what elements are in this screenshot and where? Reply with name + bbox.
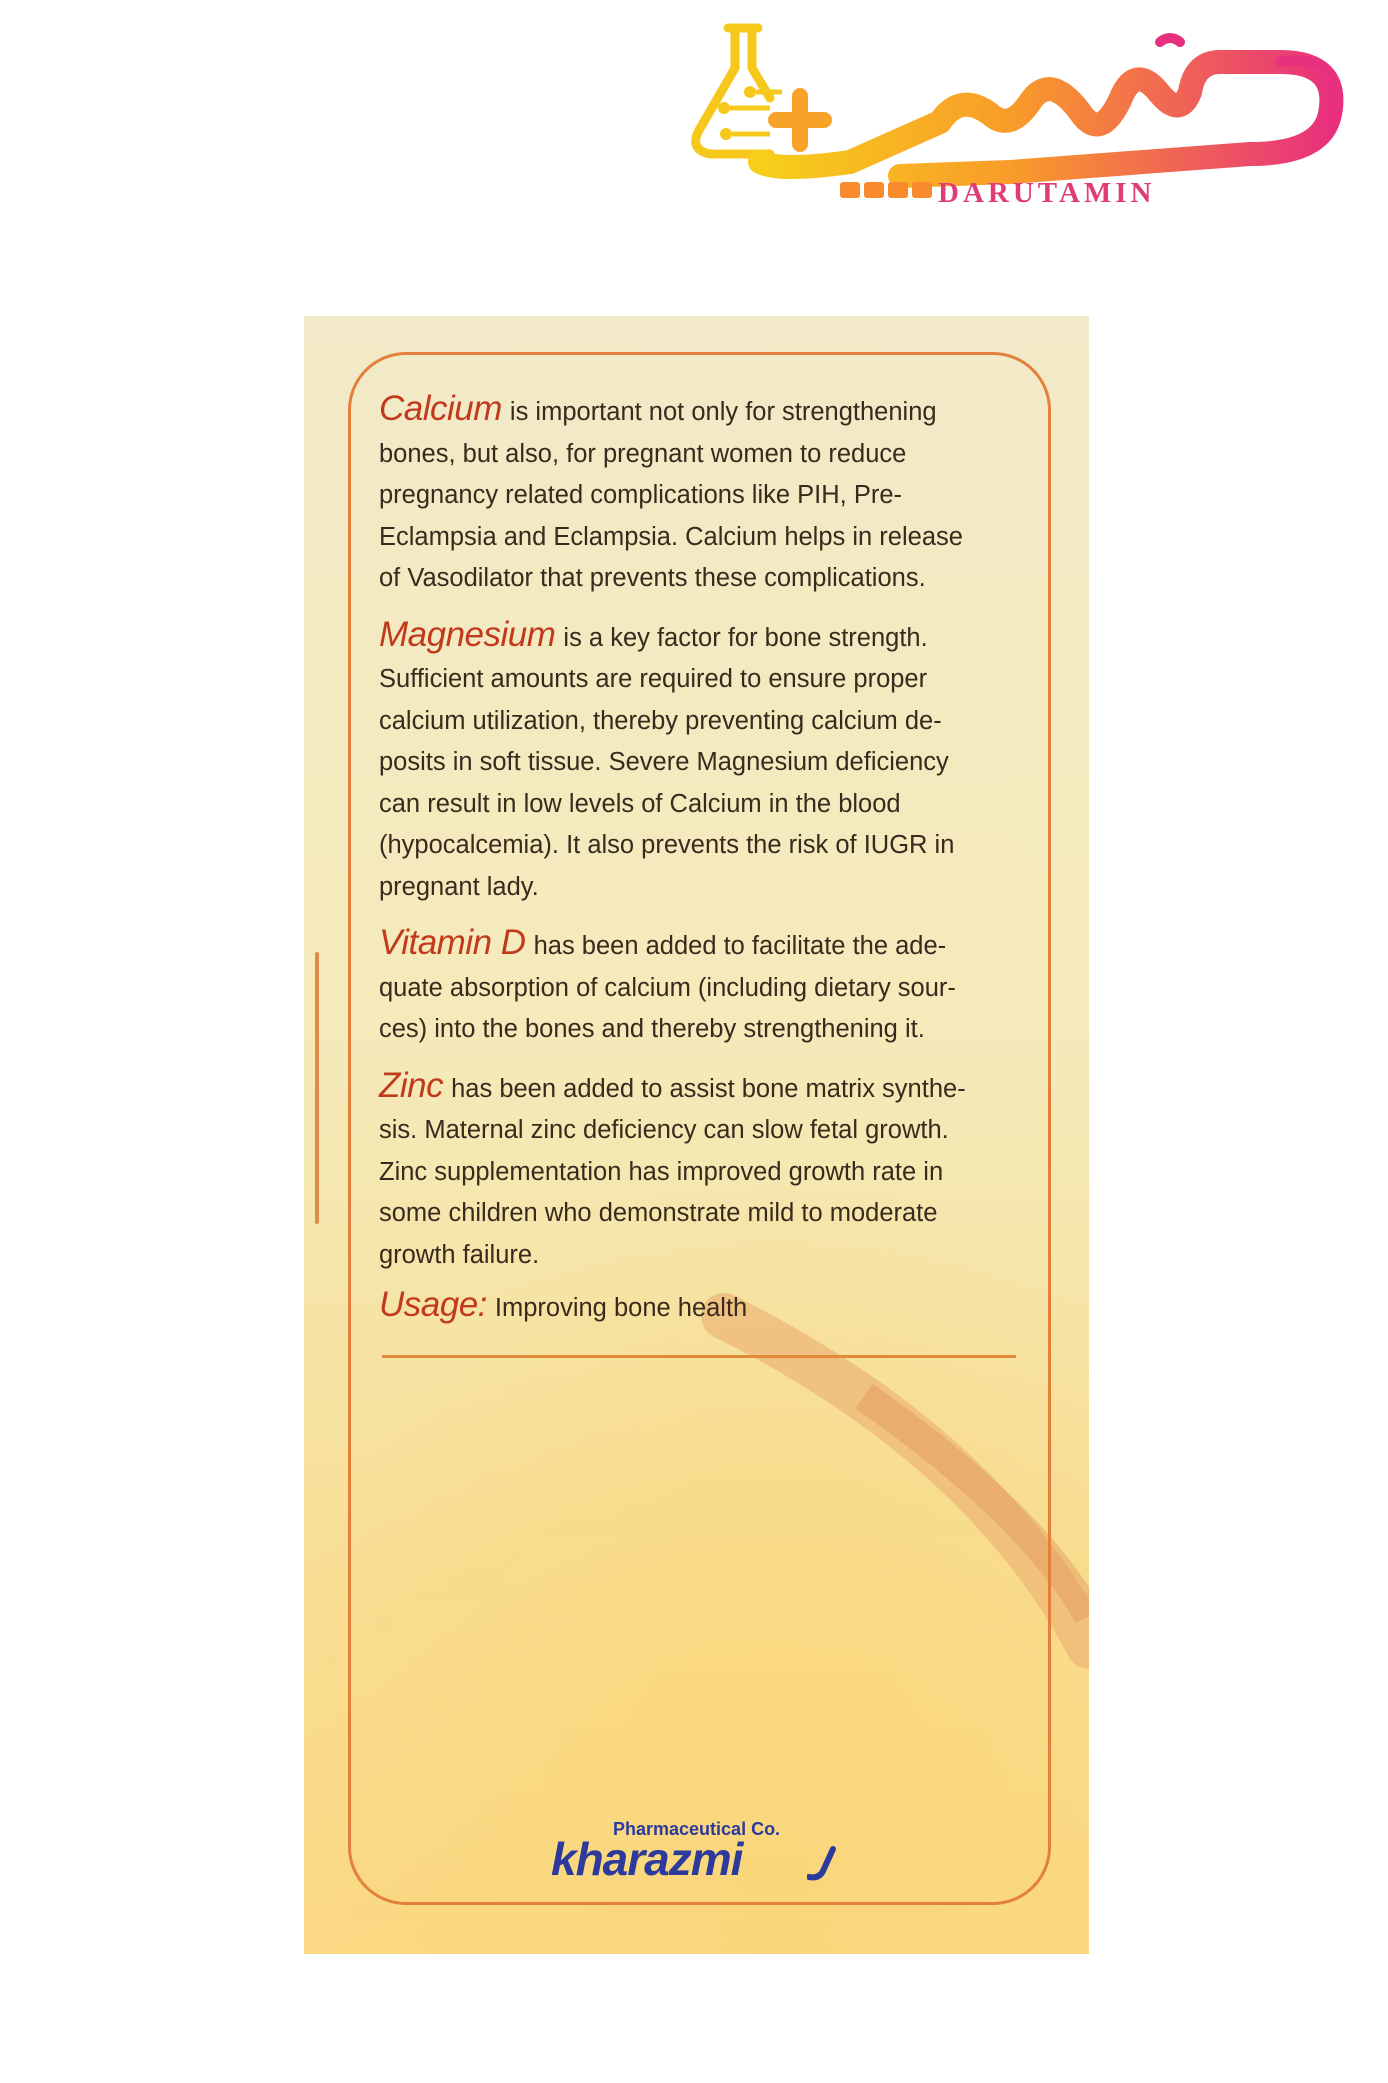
usage-row [379, 1284, 1039, 1330]
vitamin-d-line: has been added to facilitate the ade- [533, 932, 947, 960]
calcium-line: is important not only for strengthening [509, 398, 937, 426]
zinc-line: Zinc supplementation has improved growth rate in [379, 1157, 944, 1186]
calcium-heading: Calcium [379, 389, 502, 428]
zinc-line: has been added to assist bone matrix synthe- [451, 1074, 966, 1103]
zinc-paragraph [379, 1065, 1039, 1277]
calcium-line: pregnancy related complications like PIH, Pre- [379, 481, 902, 509]
magnesium-heading: Magnesium [379, 614, 556, 654]
magnesium-line: (hypocalcemia). It also prevents the risk of IUGR in [379, 831, 955, 859]
vitamin-d-paragraph [379, 922, 1039, 1051]
divider-line [382, 1355, 1016, 1358]
magnesium-line: is a key factor for bone strength. [563, 623, 928, 652]
darutamin-wordmark: DARUTAMIN [938, 177, 1156, 209]
magnesium-line: can result in low levels of Calcium in the blood [379, 789, 901, 818]
zinc-line: sis. Maternal zinc deficiency can slow fetal growth. [379, 1116, 949, 1144]
darutamin-logo [690, 22, 1355, 212]
zinc-line: some children who demonstrate mild to moderate [379, 1199, 938, 1227]
usage-text: Improving bone health [494, 1294, 748, 1322]
description-text [379, 388, 1039, 1344]
zinc-heading: Zinc [379, 1065, 444, 1105]
product-box-panel [304, 316, 1089, 1954]
manufacturer-subtitle: Pharmaceutical Co. [613, 1819, 781, 1839]
manufacturer-name: kharazmi [551, 1833, 743, 1885]
magnesium-line: pregnant lady. [379, 872, 539, 901]
vitamin-d-heading: Vitamin D [379, 923, 526, 962]
manufacturer-mark-icon [807, 1845, 847, 1883]
vitamin-d-line: ces) into the bones and thereby strengthening it. [379, 1015, 925, 1043]
magnesium-line: calcium utilization, thereby preventing calcium de- [379, 706, 942, 735]
vitamin-d-line: quate absorption of calcium (including dietary sour- [379, 973, 956, 1002]
calcium-line: bones, but also, for pregnant women to reduce [379, 439, 907, 468]
calcium-line: Eclampsia and Eclampsia. Calcium helps in release [379, 522, 963, 551]
calcium-line: of Vasodilator that prevents these complications. [379, 564, 926, 592]
calcium-paragraph [379, 388, 1039, 600]
magnesium-line: posits in soft tissue. Severe Magnesium deficiency [379, 748, 949, 776]
magnesium-line: Sufficient amounts are required to ensure proper [379, 665, 928, 693]
manufacturer-logo [551, 1819, 851, 1889]
zinc-line: growth failure. [379, 1240, 540, 1269]
box-edge-line [315, 952, 319, 1224]
usage-label: Usage: [379, 1285, 487, 1324]
magnesium-paragraph [379, 614, 1039, 909]
